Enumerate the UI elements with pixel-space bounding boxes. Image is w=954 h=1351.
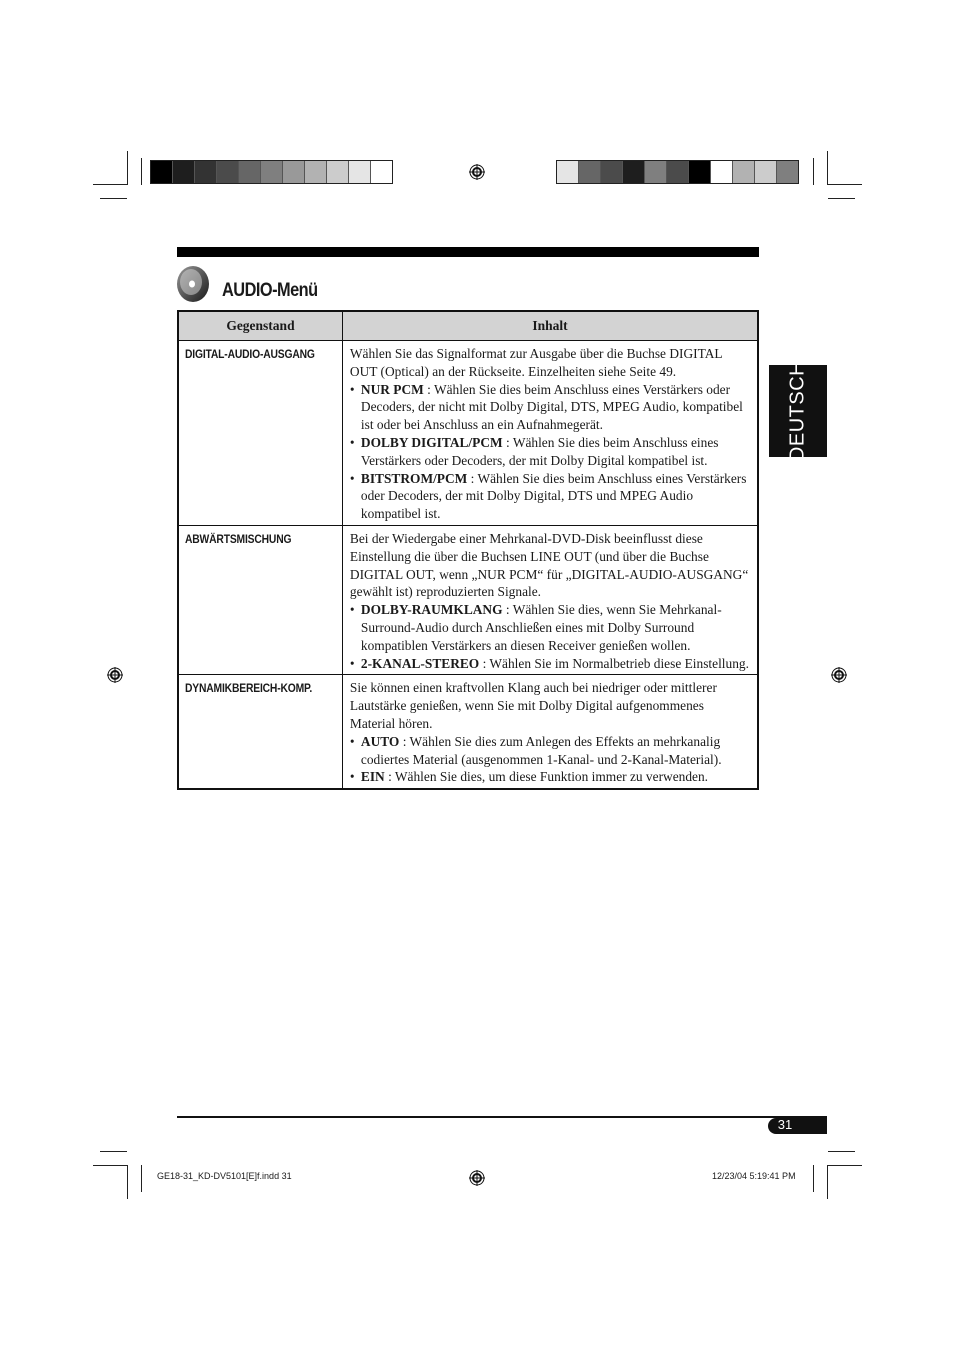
color-swatch	[283, 161, 305, 183]
column-header-content: Inhalt	[342, 311, 758, 341]
crop-mark	[827, 1165, 828, 1199]
crop-mark	[127, 1165, 128, 1199]
crop-mark	[813, 1165, 814, 1192]
item-description	[342, 525, 758, 674]
option-list	[350, 381, 751, 523]
crop-mark	[127, 151, 128, 185]
option-item	[350, 470, 751, 523]
option-text: : Wählen Sie dies, wenn Sie Mehrkanal-Surround-Audio durch Anschließen eines mit Dolby Surround kompatiblen Verstärkers an diesen Receiver genießen wollen.	[360, 602, 722, 653]
crop-mark	[100, 1151, 127, 1152]
table-row	[178, 675, 758, 789]
crop-mark	[141, 158, 142, 185]
crop-mark	[828, 1151, 855, 1152]
item-name	[178, 341, 342, 526]
option-text: : Wählen Sie dies beim Anschluss eines Verstärkers oder Decoders, der mit Dolby Digital, DTS und MPEG Audio kompatibel ist.	[360, 470, 747, 522]
color-swatch	[601, 161, 623, 183]
option-text: : Wählen Sie dies zum Anlegen des Effekts an mehrkanalig codiertes Material (ausgenommen 1-Kanal- und 2-Kanal-Material).	[360, 733, 722, 767]
registration-mark-icon	[831, 667, 847, 683]
option-list	[350, 601, 751, 672]
color-swatch	[755, 161, 777, 183]
option-name: 2-KANAL-STEREO	[360, 655, 480, 671]
option-text: : Wählen Sie dies beim Anschluss eines Verstärkers oder Decoders, der nicht mit Dolby Digital, DTS, MPEG Audio, kompatibel ist oder bei Anschluss an ein Aufnahmegerät.	[360, 381, 743, 433]
table-row	[178, 525, 758, 674]
crop-mark	[828, 184, 862, 185]
option-item	[350, 655, 751, 673]
option-text: : Wählen Sie dies beim Anschluss eines Verstärkers oder Decoders, der mit Dolby Digital kompatibel ist.	[360, 434, 719, 468]
description-text: Sie können einen kraftvollen Klang auch bei niedriger oder mittlerer Lautstärke genießen, wenn Sie mit Dolby Digital aufgenommenes Material hören.	[349, 680, 717, 731]
page-title: AUDIO-Menü	[222, 280, 318, 301]
option-item	[350, 768, 751, 786]
registration-mark-icon	[107, 667, 123, 683]
disc-icon	[176, 264, 212, 304]
table-header-row	[178, 311, 758, 341]
option-name: DOLBY DIGITAL/PCM	[360, 434, 503, 450]
crop-mark	[93, 1165, 127, 1166]
language-tab-label: DEUTSCH	[786, 360, 809, 462]
registration-mark-icon	[469, 164, 485, 180]
crop-mark	[813, 158, 814, 185]
color-swatch	[327, 161, 349, 183]
footer-rule	[177, 1116, 827, 1118]
option-name: EIN	[360, 769, 385, 785]
option-name: AUTO	[360, 733, 400, 749]
item-description	[342, 675, 758, 789]
color-swatch	[579, 161, 601, 183]
date-slug: 12/23/04 5:19:41 PM	[712, 1171, 796, 1181]
crop-mark	[141, 1165, 142, 1192]
color-swatch	[777, 161, 798, 183]
registration-mark-icon	[469, 1170, 485, 1186]
section-header-bar	[177, 247, 759, 257]
file-slug: GE18-31_KD-DV5101[E]f.indd 31	[157, 1171, 292, 1181]
option-text: : Wählen Sie dies, um diese Funktion immer zu verwenden.	[384, 769, 709, 785]
page-number: 31	[777, 1117, 793, 1132]
item-name	[178, 525, 342, 674]
color-swatch	[217, 161, 239, 183]
color-swatch	[689, 161, 711, 183]
crop-mark	[93, 184, 127, 185]
audio-menu-table	[177, 310, 759, 790]
option-item	[350, 601, 751, 654]
option-list	[350, 733, 751, 786]
color-swatch	[623, 161, 645, 183]
color-swatch	[151, 161, 173, 183]
crop-mark	[827, 151, 828, 185]
option-name: DOLBY-RAUMKLANG	[360, 602, 503, 618]
item-description	[342, 341, 758, 526]
color-swatch	[371, 161, 392, 183]
description-text: Wählen Sie das Signalformat zur Ausgabe über die Buchse DIGITAL OUT (Optical) an der Rückseite. Einzelheiten siehe Seite 49.	[349, 346, 723, 379]
description-text: Bei der Wiedergabe einer Mehrkanal-DVD-Disk beeinflusst diese Einstellung die über die Buchsen LINE OUT (und über die Buchse DIGITAL OUT, wenn „NUR PCM“ für „DIGITAL-AUDIO-AUSGANG“ gewählt ist) reproduzierten Signale.	[349, 530, 749, 600]
table-row	[178, 341, 758, 526]
color-swatch	[667, 161, 689, 183]
color-swatch	[711, 161, 733, 183]
color-swatch	[305, 161, 327, 183]
column-header-item: Gegenstand	[178, 311, 342, 341]
color-swatch	[557, 161, 579, 183]
item-label: ABWÄRTSMISCHUNG	[185, 531, 292, 546]
option-item	[350, 434, 751, 470]
color-swatch	[261, 161, 283, 183]
crop-mark	[828, 198, 855, 199]
option-name: NUR PCM	[360, 381, 424, 397]
crop-mark	[828, 1165, 862, 1166]
color-swatch	[349, 161, 371, 183]
item-label: DYNAMIKBEREICH-KOMP.	[185, 681, 313, 696]
crop-mark	[100, 198, 127, 199]
color-calibration-bar-right	[556, 160, 799, 184]
option-name: BITSTROM/PCM	[360, 470, 468, 486]
color-swatch	[195, 161, 217, 183]
option-item	[350, 381, 751, 434]
option-text: : Wählen Sie im Normalbetrieb diese Einstellung.	[479, 655, 749, 671]
color-calibration-bar-left	[150, 160, 393, 184]
item-name	[178, 675, 342, 789]
color-swatch	[173, 161, 195, 183]
item-label: DIGITAL-AUDIO-AUSGANG	[185, 347, 315, 361]
option-item	[350, 733, 751, 769]
color-swatch	[733, 161, 755, 183]
color-swatch	[239, 161, 261, 183]
color-swatch	[645, 161, 667, 183]
